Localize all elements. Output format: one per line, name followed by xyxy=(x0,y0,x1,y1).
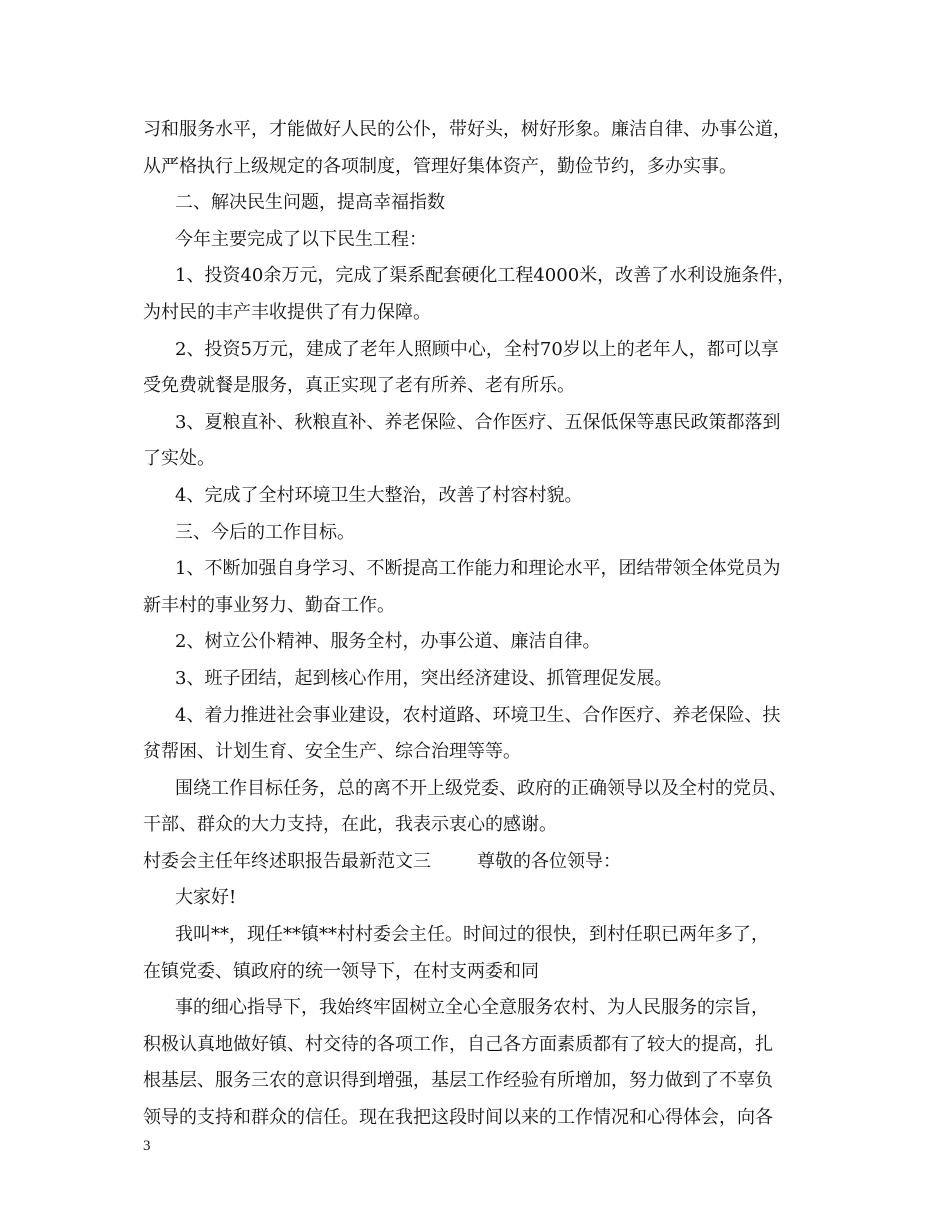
text-line: 从严格执行上级规定的各项制度，管理好集体资产，勤俭节约，多办实事。 xyxy=(143,155,737,177)
salutation: 尊敬的各位领导： xyxy=(477,850,621,872)
text-line: 事的细心指导下，我始终牢固树立全心全意服务农村、为人民服务的宗旨， xyxy=(175,997,769,1019)
list-item: 4、完成了全村环境卫生大整治，改善了村容村貌。 xyxy=(175,484,583,506)
page-number: 3 xyxy=(143,1138,151,1154)
section-heading: 二、解决民生问题，提高幸福指数 xyxy=(175,192,445,214)
list-item: 2、树立公仆精神、服务全村，办事公道、廉洁自律。 xyxy=(175,631,601,653)
greeting: 大家好! xyxy=(175,887,237,909)
text-line: 在镇党委、镇政府的统一领导下，在村支两委和同 xyxy=(143,960,539,982)
list-item: 2、投资5万元，建成了老年人照顾中心，全村70岁以上的老年人，都可以享 xyxy=(175,338,779,360)
list-item: 1、投资40余万元，完成了渠系配套硬化工程4000米，改善了水利设施条件， xyxy=(175,265,796,287)
section-heading: 三、今后的工作目标。 xyxy=(175,521,355,543)
text-line: 领导的支持和群众的信任。现在我把这段时间以来的工作情况和心得体会，向各 xyxy=(143,1107,773,1129)
document-body xyxy=(143,112,833,1137)
text-line: 干部、群众的大力支持，在此，我表示衷心的感谢。 xyxy=(143,814,557,836)
text-line: 为村民的丰产丰收提供了有力保障。 xyxy=(143,301,431,323)
text-line: 贫帮困、计划生育、安全生产、综合治理等等。 xyxy=(143,741,521,763)
text-line: 积极认真地做好镇、村交待的各项工作，自己各方面素质都有了较大的提高，扎 xyxy=(143,1033,773,1055)
article-heading-line xyxy=(143,844,833,881)
text-line: 习和服务水平，才能做好人民的公仆，带好头，树好形象。廉洁自律、办事公道， xyxy=(143,119,791,140)
list-item: 3、班子团结，起到核心作用，突出经济建设、抓管理促发展。 xyxy=(175,667,673,689)
text-line: 我叫**，现任**镇**村村委会主任。时间过的很快，到村任职已两年多了， xyxy=(175,924,769,946)
list-item: 1、不断加强自身学习、不断提高工作能力和理论水平，团结带领全体党员为 xyxy=(175,558,781,580)
text-line: 了实处。 xyxy=(143,448,215,470)
text-line: 根基层、服务三农的意识得到增强，基层工作经验有所增加，努力做到了不辜负 xyxy=(143,1070,773,1092)
text-line: 受免费就餐是服务，真正实现了老有所养、老有所乐。 xyxy=(143,375,575,397)
list-item: 3、夏粮直补、秋粮直补、养老保险、合作医疗、五保低保等惠民政策都落到 xyxy=(175,411,781,433)
text-line: 新丰村的事业努力、勤奋工作。 xyxy=(143,594,395,616)
text-line: 围绕工作目标任务，总的离不开上级党委、政府的正确领导以及全村的党员、 xyxy=(175,777,787,799)
article-title: 村委会主任年终述职报告最新范文三 xyxy=(143,850,431,872)
text-line: 今年主要完成了以下民生工程： xyxy=(175,228,427,250)
list-item: 4、着力推进社会事业建设，农村道路、环境卫生、合作医疗、养老保险、扶 xyxy=(175,704,781,726)
